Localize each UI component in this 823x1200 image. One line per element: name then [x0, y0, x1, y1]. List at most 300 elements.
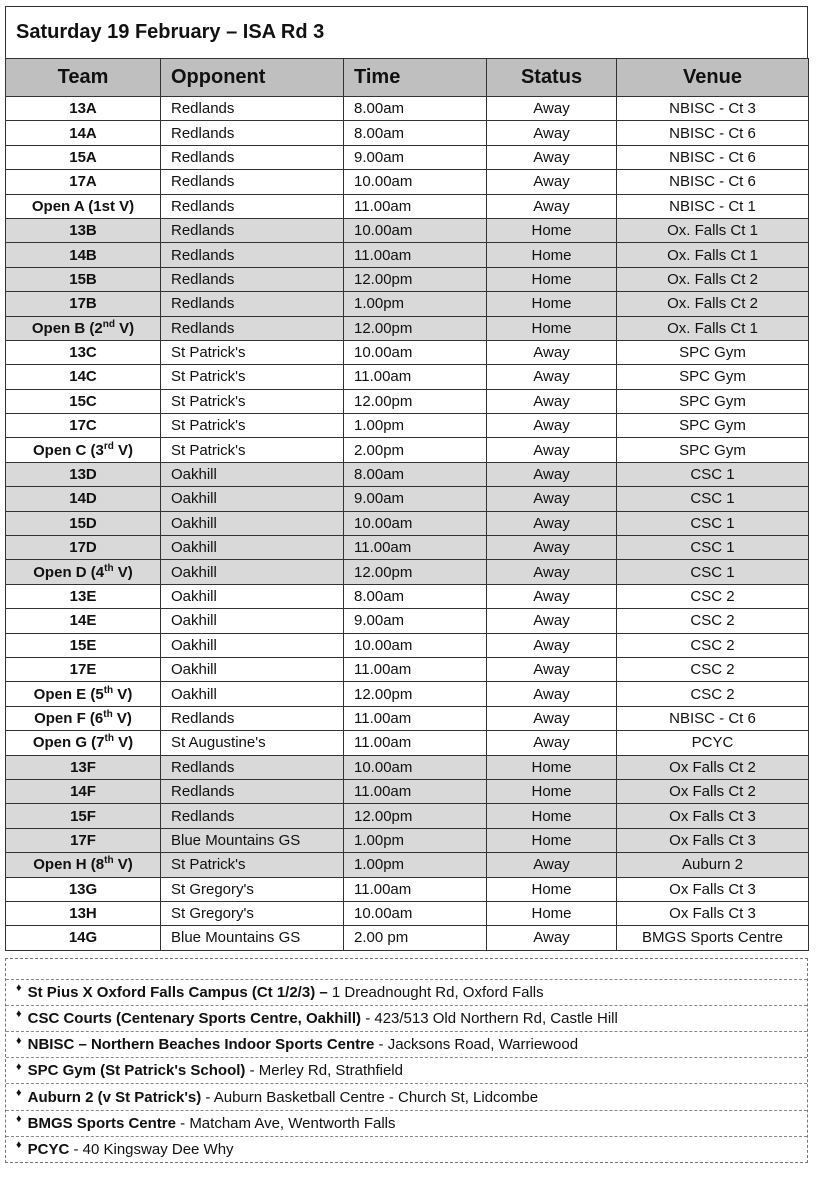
cell-opponent: Oakhill	[161, 682, 344, 706]
team-label: 15A	[69, 148, 97, 166]
cell-team	[6, 804, 161, 828]
table-row	[6, 340, 809, 364]
header-venue: Venue	[617, 59, 809, 97]
cell-venue: Ox. Falls Ct 2	[617, 292, 809, 316]
cell-venue: CSC 2	[617, 657, 809, 681]
cell-time: 10.00am	[344, 633, 487, 657]
table-row	[6, 755, 809, 779]
diamond-bullet-icon: ♦	[16, 1113, 22, 1126]
cell-time: 8.00am	[344, 584, 487, 608]
cell-team	[6, 97, 161, 121]
cell-time: 11.00am	[344, 365, 487, 389]
team-label: 15F	[70, 807, 96, 825]
venue-note-address: - 40 Kingsway Dee Why	[69, 1140, 234, 1158]
header-opponent: Opponent	[161, 59, 344, 97]
venue-note-name: St Pius X Oxford Falls Campus (Ct 1/2/3) –	[27, 983, 328, 1001]
venue-note	[6, 1084, 807, 1110]
cell-time: 11.00am	[344, 536, 487, 560]
table-row	[6, 97, 809, 121]
cell-opponent: Redlands	[161, 292, 344, 316]
cell-opponent: Blue Mountains GS	[161, 926, 344, 950]
cell-team	[6, 779, 161, 803]
cell-status: Away	[487, 145, 617, 169]
cell-venue: CSC 2	[617, 633, 809, 657]
cell-opponent: Redlands	[161, 755, 344, 779]
table-body	[6, 97, 809, 951]
diamond-bullet-icon: ♦	[16, 1139, 22, 1152]
cell-time: 9.00am	[344, 487, 487, 511]
cell-status: Away	[487, 365, 617, 389]
venue-note	[6, 1058, 807, 1084]
cell-venue: SPC Gym	[617, 414, 809, 438]
cell-opponent: Redlands	[161, 121, 344, 145]
cell-team	[6, 243, 161, 267]
cell-team	[6, 657, 161, 681]
cell-status: Home	[487, 316, 617, 340]
cell-status: Home	[487, 243, 617, 267]
venue-note-address: - Matcham Ave, Wentworth Falls	[175, 1114, 396, 1132]
cell-opponent: St Patrick's	[161, 414, 344, 438]
venue-note-address: - Merley Rd, Strathfield	[245, 1062, 403, 1080]
header-team: Team	[6, 59, 161, 97]
table-row	[6, 633, 809, 657]
team-label: 17B	[69, 295, 97, 313]
header-status: Status	[487, 59, 617, 97]
cell-opponent: Oakhill	[161, 633, 344, 657]
cell-team	[6, 682, 161, 706]
venue-note-address: - Jacksons Road, Warriewood	[374, 1036, 579, 1054]
cell-team	[6, 316, 161, 340]
team-ordinal-suffix: th	[104, 855, 114, 867]
cell-opponent: St Gregory's	[161, 901, 344, 925]
cell-opponent: Redlands	[161, 97, 344, 121]
cell-venue: CSC 1	[617, 462, 809, 486]
team-label: 17C	[69, 417, 97, 435]
cell-opponent: St Patrick's	[161, 365, 344, 389]
team-label: 15C	[69, 392, 97, 410]
cell-time: 11.00am	[344, 877, 487, 901]
cell-time: 1.00pm	[344, 828, 487, 852]
team-label: Open H (8	[33, 856, 105, 874]
team-label: Open E (5	[33, 685, 104, 703]
cell-opponent: Redlands	[161, 145, 344, 169]
cell-status: Away	[487, 511, 617, 535]
diamond-bullet-icon: ♦	[16, 1060, 22, 1073]
cell-time: 12.00pm	[344, 267, 487, 291]
diamond-bullet-icon: ♦	[16, 1008, 22, 1021]
team-label-end: V)	[113, 734, 134, 752]
cell-status: Away	[487, 438, 617, 462]
cell-status: Away	[487, 731, 617, 755]
venue-note-name: NBISC – Northern Beaches Indoor Sports Centre	[27, 1036, 375, 1054]
venue-note	[6, 980, 807, 1006]
team-label-end: V)	[113, 856, 133, 874]
team-label: 15E	[69, 636, 97, 654]
cell-opponent: St Patrick's	[161, 853, 344, 877]
cell-venue: Ox Falls Ct 3	[617, 828, 809, 852]
cell-team	[6, 828, 161, 852]
cell-team	[6, 194, 161, 218]
team-label-end: V)	[114, 319, 135, 337]
cell-team	[6, 462, 161, 486]
cell-status: Home	[487, 292, 617, 316]
team-label: 15D	[69, 514, 97, 532]
cell-status: Away	[487, 853, 617, 877]
cell-status: Away	[487, 170, 617, 194]
cell-status: Away	[487, 926, 617, 950]
cell-time: 8.00am	[344, 462, 487, 486]
cell-team	[6, 706, 161, 730]
team-label-end: V)	[112, 709, 132, 727]
cell-venue: SPC Gym	[617, 340, 809, 364]
diamond-bullet-icon: ♦	[16, 982, 22, 995]
table-row	[6, 438, 809, 462]
cell-venue: NBISC - Ct 6	[617, 145, 809, 169]
cell-opponent: St Patrick's	[161, 438, 344, 462]
team-label-end: V)	[113, 441, 133, 459]
table-row	[6, 145, 809, 169]
cell-team	[6, 170, 161, 194]
table-row	[6, 487, 809, 511]
team-label: 14E	[69, 612, 97, 630]
cell-time: 10.00am	[344, 755, 487, 779]
cell-venue: BMGS Sports Centre	[617, 926, 809, 950]
cell-opponent: Redlands	[161, 706, 344, 730]
team-label: 14C	[69, 368, 97, 386]
cell-team	[6, 901, 161, 925]
team-label: 17E	[69, 661, 97, 679]
table-row	[6, 389, 809, 413]
cell-venue: Auburn 2	[617, 853, 809, 877]
venue-note-name: CSC Courts (Centenary Sports Centre, Oakhill)	[27, 1009, 362, 1027]
table-row	[6, 316, 809, 340]
table-row	[6, 731, 809, 755]
team-label: 14B	[69, 246, 97, 264]
team-label: 13D	[69, 466, 97, 484]
cell-time: 8.00am	[344, 121, 487, 145]
cell-team	[6, 218, 161, 242]
cell-time: 11.00am	[344, 194, 487, 218]
cell-status: Home	[487, 901, 617, 925]
cell-time: 11.00am	[344, 731, 487, 755]
venue-note-address: - 423/513 Old Northern Rd, Castle Hill	[361, 1009, 618, 1027]
cell-venue: SPC Gym	[617, 389, 809, 413]
cell-team	[6, 121, 161, 145]
table-row	[6, 194, 809, 218]
cell-opponent: Oakhill	[161, 584, 344, 608]
team-ordinal-suffix: th	[103, 708, 113, 720]
cell-time: 12.00pm	[344, 682, 487, 706]
team-label-end: V)	[113, 685, 133, 703]
cell-status: Away	[487, 414, 617, 438]
table-row	[6, 414, 809, 438]
cell-status: Away	[487, 97, 617, 121]
team-label: 13H	[69, 905, 97, 923]
table-row	[6, 804, 809, 828]
cell-venue: CSC 2	[617, 609, 809, 633]
cell-opponent: Oakhill	[161, 487, 344, 511]
cell-time: 1.00pm	[344, 853, 487, 877]
team-label: Open D (4	[33, 563, 105, 581]
table-row	[6, 657, 809, 681]
team-label: 14F	[70, 783, 96, 801]
cell-venue: Ox Falls Ct 3	[617, 901, 809, 925]
fixture-table	[5, 58, 809, 951]
cell-venue: Ox Falls Ct 3	[617, 804, 809, 828]
cell-status: Away	[487, 706, 617, 730]
cell-status: Away	[487, 633, 617, 657]
team-label: 13G	[68, 880, 98, 898]
cell-time: 10.00am	[344, 218, 487, 242]
cell-venue: Ox. Falls Ct 1	[617, 218, 809, 242]
cell-status: Away	[487, 657, 617, 681]
cell-time: 10.00am	[344, 170, 487, 194]
team-label: 13B	[69, 222, 97, 240]
diamond-bullet-icon: ♦	[16, 1034, 22, 1047]
cell-status: Home	[487, 267, 617, 291]
cell-venue: CSC 1	[617, 536, 809, 560]
table-row	[6, 243, 809, 267]
cell-team	[6, 560, 161, 584]
cell-time: 2.00pm	[344, 438, 487, 462]
cell-opponent: St Patrick's	[161, 340, 344, 364]
team-label: Open B (2	[31, 319, 103, 337]
venue-note-address: 1 Dreadnought Rd, Oxford Falls	[327, 983, 544, 1001]
table-row	[6, 609, 809, 633]
cell-team	[6, 609, 161, 633]
cell-venue: NBISC - Ct 1	[617, 194, 809, 218]
cell-status: Away	[487, 487, 617, 511]
team-label: 17F	[70, 831, 96, 849]
table-row	[6, 779, 809, 803]
cell-opponent: St Patrick's	[161, 389, 344, 413]
cell-venue: NBISC - Ct 3	[617, 97, 809, 121]
cell-venue: Ox Falls Ct 2	[617, 755, 809, 779]
venue-note	[6, 1137, 807, 1162]
cell-venue: Ox. Falls Ct 1	[617, 243, 809, 267]
cell-status: Away	[487, 389, 617, 413]
venue-note	[6, 1006, 807, 1032]
table-row	[6, 706, 809, 730]
cell-status: Away	[487, 609, 617, 633]
cell-team	[6, 877, 161, 901]
table-row	[6, 462, 809, 486]
table-row	[6, 218, 809, 242]
table-row	[6, 560, 809, 584]
venue-note-name: SPC Gym (St Patrick's School)	[27, 1062, 246, 1080]
team-ordinal-suffix: nd	[102, 318, 115, 330]
team-ordinal-suffix: th	[103, 684, 114, 696]
cell-opponent: Redlands	[161, 218, 344, 242]
team-label: Open F (6	[34, 709, 104, 727]
cell-status: Away	[487, 340, 617, 364]
cell-time: 10.00am	[344, 340, 487, 364]
cell-venue: NBISC - Ct 6	[617, 121, 809, 145]
cell-time: 9.00am	[344, 145, 487, 169]
cell-team	[6, 755, 161, 779]
cell-status: Home	[487, 779, 617, 803]
cell-opponent: St Gregory's	[161, 877, 344, 901]
cell-venue: CSC 1	[617, 560, 809, 584]
cell-team	[6, 414, 161, 438]
cell-time: 12.00pm	[344, 560, 487, 584]
schedule-page	[5, 6, 808, 1163]
cell-status: Away	[487, 194, 617, 218]
cell-team	[6, 633, 161, 657]
cell-opponent: St Augustine's	[161, 731, 344, 755]
cell-team	[6, 511, 161, 535]
cell-status: Away	[487, 462, 617, 486]
table-header-row	[6, 59, 809, 97]
table-row	[6, 365, 809, 389]
cell-time: 1.00pm	[344, 292, 487, 316]
team-label-end: V)	[113, 563, 133, 581]
team-ordinal-suffix: th	[104, 733, 114, 745]
cell-status: Away	[487, 682, 617, 706]
cell-team	[6, 340, 161, 364]
venue-notes	[5, 958, 808, 1163]
cell-opponent: Redlands	[161, 804, 344, 828]
cell-opponent: Oakhill	[161, 462, 344, 486]
header-time: Time	[344, 59, 487, 97]
title-box	[5, 6, 808, 58]
cell-venue: Ox Falls Ct 3	[617, 877, 809, 901]
team-ordinal-suffix: rd	[103, 440, 114, 452]
table-row	[6, 682, 809, 706]
diamond-bullet-icon: ♦	[16, 1087, 22, 1100]
cell-time: 11.00am	[344, 243, 487, 267]
cell-team	[6, 145, 161, 169]
cell-opponent: Redlands	[161, 243, 344, 267]
cell-team	[6, 438, 161, 462]
cell-status: Away	[487, 560, 617, 584]
cell-opponent: Oakhill	[161, 657, 344, 681]
cell-venue: CSC 1	[617, 487, 809, 511]
cell-opponent: Redlands	[161, 170, 344, 194]
cell-time: 12.00pm	[344, 804, 487, 828]
table-row	[6, 170, 809, 194]
cell-team	[6, 487, 161, 511]
venue-note	[6, 1111, 807, 1137]
cell-team	[6, 365, 161, 389]
cell-opponent: Redlands	[161, 779, 344, 803]
venue-note-name: Auburn 2 (v St Patrick's)	[27, 1088, 202, 1106]
team-label: 13A	[69, 100, 97, 118]
cell-venue: Ox. Falls Ct 2	[617, 267, 809, 291]
cell-opponent: Redlands	[161, 316, 344, 340]
team-ordinal-suffix: th	[104, 562, 114, 574]
venue-note	[6, 1032, 807, 1058]
cell-opponent: Blue Mountains GS	[161, 828, 344, 852]
cell-time: 11.00am	[344, 706, 487, 730]
cell-team	[6, 926, 161, 950]
table-row	[6, 828, 809, 852]
cell-time: 1.00pm	[344, 414, 487, 438]
venue-note-name: BMGS Sports Centre	[27, 1114, 176, 1132]
cell-status: Away	[487, 121, 617, 145]
cell-venue: SPC Gym	[617, 438, 809, 462]
venue-note-address: - Auburn Basketball Centre - Church St, Lidcombe	[201, 1088, 539, 1106]
cell-opponent: Redlands	[161, 194, 344, 218]
notes-spacer	[6, 959, 807, 980]
team-label: 17D	[69, 539, 97, 557]
team-label: 13C	[69, 344, 97, 362]
team-label: 14A	[69, 124, 97, 142]
cell-opponent: Oakhill	[161, 536, 344, 560]
cell-time: 12.00pm	[344, 316, 487, 340]
cell-team	[6, 584, 161, 608]
cell-venue: CSC 2	[617, 682, 809, 706]
cell-opponent: Oakhill	[161, 609, 344, 633]
cell-time: 10.00am	[344, 901, 487, 925]
team-label: Open A (1st V)	[31, 197, 135, 215]
cell-time: 11.00am	[344, 779, 487, 803]
cell-team	[6, 536, 161, 560]
team-label: Open C (3	[32, 441, 104, 459]
venue-note-name: PCYC	[27, 1140, 70, 1158]
team-label: 14G	[68, 929, 98, 947]
cell-venue: CSC 1	[617, 511, 809, 535]
team-label: 13E	[69, 588, 97, 605]
cell-team	[6, 267, 161, 291]
team-label: Open G (7	[32, 734, 105, 752]
page-title: Saturday 19 February – ISA Rd 3	[16, 21, 325, 43]
table-row	[6, 853, 809, 877]
table-row	[6, 121, 809, 145]
table-row	[6, 267, 809, 291]
team-label: 15B	[69, 270, 97, 288]
cell-venue: PCYC	[617, 731, 809, 755]
table-row	[6, 292, 809, 316]
cell-status: Home	[487, 877, 617, 901]
team-label: 13F	[70, 758, 96, 776]
cell-time: 12.00pm	[344, 389, 487, 413]
cell-opponent: Redlands	[161, 267, 344, 291]
cell-opponent: Oakhill	[161, 511, 344, 535]
cell-venue: CSC 2	[617, 584, 809, 608]
cell-time: 11.00am	[344, 657, 487, 681]
cell-venue: SPC Gym	[617, 365, 809, 389]
cell-time: 2.00 pm	[344, 926, 487, 950]
cell-team	[6, 389, 161, 413]
cell-time: 9.00am	[344, 609, 487, 633]
cell-venue: Ox Falls Ct 2	[617, 779, 809, 803]
cell-team	[6, 731, 161, 755]
cell-venue: Ox. Falls Ct 1	[617, 316, 809, 340]
team-label: 17A	[69, 173, 97, 191]
cell-team	[6, 853, 161, 877]
cell-status: Home	[487, 828, 617, 852]
table-row	[6, 901, 809, 925]
cell-status: Home	[487, 218, 617, 242]
team-label: 14D	[69, 490, 97, 508]
table-row	[6, 511, 809, 535]
table-row	[6, 584, 809, 608]
cell-time: 10.00am	[344, 511, 487, 535]
cell-team	[6, 292, 161, 316]
cell-time: 8.00am	[344, 97, 487, 121]
table-row	[6, 877, 809, 901]
cell-venue: NBISC - Ct 6	[617, 170, 809, 194]
cell-opponent: Oakhill	[161, 560, 344, 584]
cell-status: Home	[487, 804, 617, 828]
cell-status: Away	[487, 536, 617, 560]
cell-status: Away	[487, 584, 617, 608]
cell-venue: NBISC - Ct 6	[617, 706, 809, 730]
table-row	[6, 536, 809, 560]
table-row	[6, 926, 809, 950]
cell-status: Home	[487, 755, 617, 779]
